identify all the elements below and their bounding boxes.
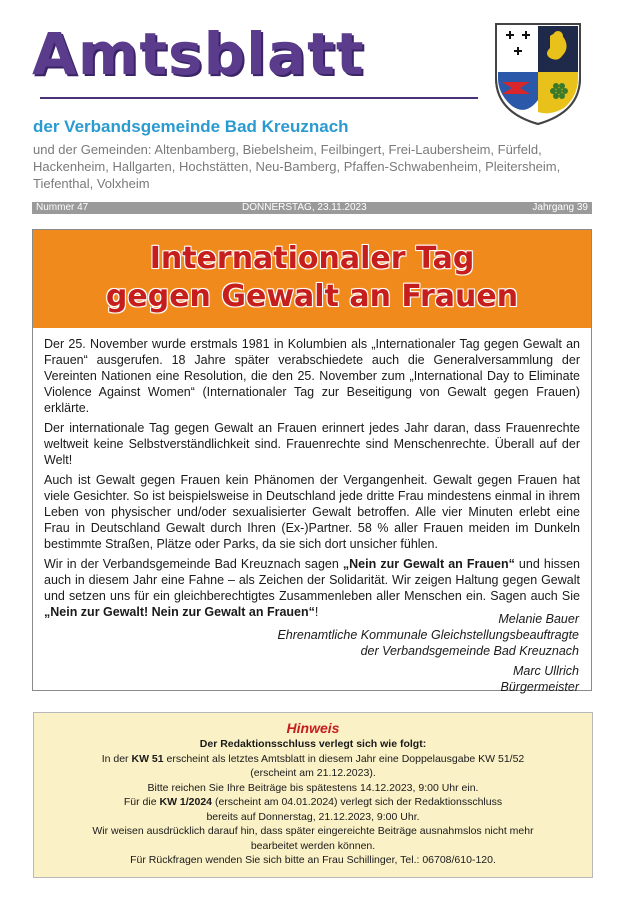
issue-date: DONNERSTAG, 23.11.2023 xyxy=(242,202,367,213)
signature-name: Melanie Bauer xyxy=(498,612,579,626)
signature-role: Bürgermeister xyxy=(500,680,579,694)
p4-text-c: und hissen auch in diesem Jahr eine Fahne – als Zeichen der Solidarität. Wir zeigen Haltung gegen Gewalt und setzen uns für ein gleichberechtigtes Zusammenleben aller Menschen ein. Sagen auch Sie xyxy=(44,557,581,603)
signature-role: Ehrenamtliche Kommunale Gleichstellungsbeauftragte xyxy=(277,628,579,642)
notice-title: Hinweis xyxy=(286,720,340,736)
notice-text: erscheint als letztes Amtsblatt in diesem Jahr eine Doppelausgabe KW 51/52 xyxy=(163,752,525,765)
member-municipalities: und der Gemeinden: Altenbamberg, Biebelsheim, Feilbingert, Frei-Laubersheim, Fürfeld, Hackenheim, Hallgarten, Hochstätten, Neu-Bamberg, Pfaffen-Schwabenheim, Pleitersheim, Tiefenthal, Volxheim xyxy=(33,142,561,191)
headline-line-1: Internationaler Tag xyxy=(149,241,475,276)
notice-text: In der xyxy=(101,752,132,765)
article-paragraph-3: Auch ist Gewalt gegen Frauen kein Phänomen der Vergangenheit. Gewalt gegen Frauen hat viele Gesichter. So ist beispielsweise in Deutschland jede dritte Frau mindestens einmal in ihrem Leben von physischer und/oder sexualisierter Gewalt betroffen. Alle vier Minuten erlebt eine Frau in Deutschland Gewalt durch Ihren (Ex-)Partner. 58 % aller Frauen meiden im Dunkeln bestimmte Straßen, Plätze oder Parks, da sie sich dort unsicher fühlen. xyxy=(44,473,580,551)
notice-line: bereits auf Donnerstag, 21.12.2023, 9:00 Uhr. xyxy=(206,810,420,823)
issue-volume: Jahrgang 39 xyxy=(532,202,588,213)
publication-title: Amtsblatt xyxy=(32,20,365,88)
publication-subtitle: der Verbandsgemeinde Bad Kreuznach xyxy=(33,117,349,136)
feature-headline xyxy=(33,240,591,316)
notice-line: Für Rückfragen wenden Sie sich bitte an Frau Schillinger, Tel.: 06708/610-120. xyxy=(130,854,496,866)
article-paragraph-2: Der internationale Tag gegen Gewalt an Frauen erinnert jedes Jahr daran, dass Frauenrechte weltweit keine Selbstverständlichkeit sind. Frauenrechte sind Menschenrechte. Überall auf der Welt! xyxy=(44,421,580,467)
signature-bauer xyxy=(277,611,579,659)
notice-week: KW 1/2024 xyxy=(159,796,213,808)
p4-text-e: ! xyxy=(314,605,319,619)
article-paragraph-1: Der 25. November wurde erstmals 1981 in Kolumbien als „Internationaler Tag gegen Gewalt an Frauen“ ausgerufen. 18 Jahre später verabschiedete auch die Generalversammlung der Vereinten Nationen eine Resolution, die den 25. November zum „International Day to Eliminate Violence Against Women“ (Internationaler Tag zur Beseitigung von Gewalt gegen Frauen) erklärte. xyxy=(44,337,580,415)
notice-week: KW 51 xyxy=(131,752,164,765)
notice-heading: Der Redaktionsschluss verlegt sich wie folgt: xyxy=(199,738,427,750)
notice-line: Bitte reichen Sie Ihre Beiträge bis spätestens 14.12.2023, 9:00 Uhr ein. xyxy=(147,781,479,794)
notice-line: (erscheint am 21.12.2023). xyxy=(250,767,376,779)
masthead xyxy=(0,0,625,200)
notice-box xyxy=(33,712,593,878)
article-body xyxy=(44,336,580,624)
notice-line: bearbeitet werden können. xyxy=(250,839,376,852)
issue-number: Nummer 47 xyxy=(36,202,89,213)
p4-slogan-2: „Nein zur Gewalt! Nein zur Gewalt an Frauen“ xyxy=(44,605,315,619)
notice-line xyxy=(34,752,592,767)
signature-name: Marc Ullrich xyxy=(513,664,579,678)
coat-of-arms-icon xyxy=(492,20,584,126)
signature-ullrich xyxy=(501,663,580,695)
feature-article xyxy=(32,229,592,694)
notice-text: (erscheint am 04.01.2024) verlegt sich der Redaktionsschluss xyxy=(212,796,503,808)
notice-text: Für die xyxy=(123,796,160,808)
headline-line-2: gegen Gewalt an Frauen xyxy=(105,279,519,314)
title-underline xyxy=(40,97,478,99)
p4-slogan-1: „Nein zur Gewalt an Frauen“ xyxy=(342,557,515,571)
feature-header xyxy=(33,230,591,328)
signature-role: der Verbandsgemeinde Bad Kreuznach xyxy=(360,644,579,658)
notice-line: Wir weisen ausdrücklich darauf hin, dass später eingereichte Beiträge ausnahmslos nicht mehr xyxy=(92,825,534,837)
notice-line xyxy=(34,795,592,810)
p4-text-a: Wir in der Verbandsgemeinde Bad Kreuznach sagen xyxy=(44,557,343,571)
issue-bar xyxy=(32,202,592,214)
